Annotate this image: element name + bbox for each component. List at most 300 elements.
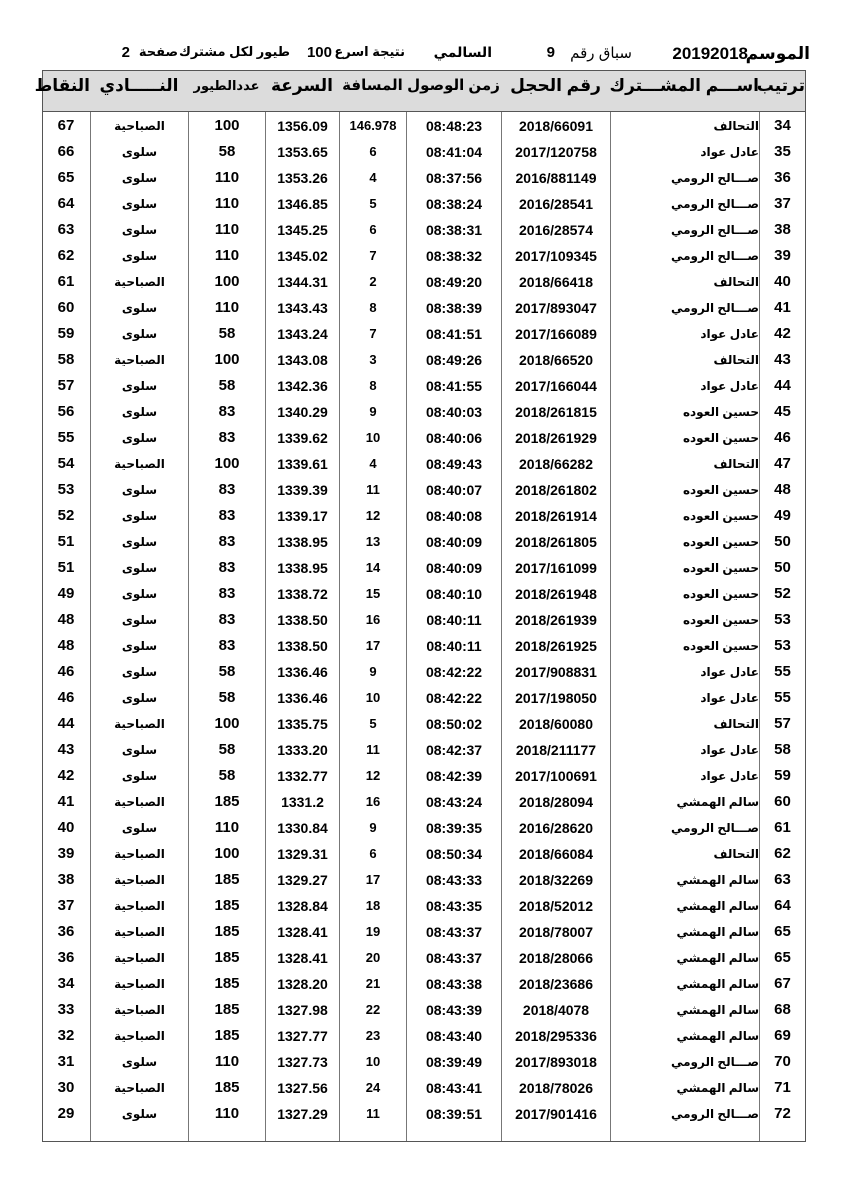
cell-speed: 1328.20 bbox=[277, 976, 328, 992]
cell-birds: 83 bbox=[218, 481, 236, 498]
table-row bbox=[43, 581, 805, 607]
cell-birds: 110 bbox=[214, 1053, 240, 1070]
cell-points: 37 bbox=[57, 897, 75, 914]
cell-distance: 9 bbox=[369, 664, 377, 679]
cell-distance: 6 bbox=[369, 846, 377, 861]
cell-speed: 1327.98 bbox=[277, 1002, 328, 1018]
cell-name: حسين العوده bbox=[682, 431, 759, 445]
cell-birds: 110 bbox=[214, 169, 240, 186]
cell-birds: 83 bbox=[218, 429, 236, 446]
cell-distance: 11 bbox=[366, 1106, 380, 1121]
header-ring: رقم الحجل bbox=[510, 76, 601, 95]
cell-birds: 185 bbox=[214, 923, 240, 940]
cell-birds: 185 bbox=[214, 871, 240, 888]
cell-club: الصباحية bbox=[114, 353, 165, 367]
cell-time: 08:38:31 bbox=[425, 222, 483, 238]
result-label: نتيجة اسرع bbox=[334, 44, 405, 59]
cell-rank: 34 bbox=[774, 117, 791, 134]
cell-points: 38 bbox=[57, 871, 75, 888]
table-row bbox=[43, 893, 805, 919]
cell-speed: 1331.2 bbox=[281, 794, 324, 810]
table-row bbox=[43, 217, 805, 243]
cell-time: 08:43:37 bbox=[425, 950, 483, 966]
cell-rank: 41 bbox=[774, 299, 791, 316]
table-row bbox=[43, 503, 805, 529]
cell-distance: 10 bbox=[365, 1054, 381, 1069]
cell-points: 48 bbox=[57, 611, 75, 628]
table-row bbox=[43, 529, 805, 555]
cell-name: سالم الهمشي bbox=[676, 1003, 759, 1017]
table-row bbox=[43, 607, 805, 633]
table-row bbox=[43, 165, 805, 191]
table-row bbox=[43, 477, 805, 503]
cell-distance: 19 bbox=[365, 924, 381, 939]
cell-name: عادل عواد bbox=[700, 769, 759, 783]
cell-name: سالم الهمشي bbox=[676, 951, 759, 965]
cell-birds: 58 bbox=[218, 767, 236, 784]
cell-ring: 2018/66091 bbox=[519, 118, 593, 134]
table-row bbox=[43, 425, 805, 451]
cell-distance: 20 bbox=[365, 950, 381, 965]
table-row bbox=[43, 321, 805, 347]
cell-rank: 53 bbox=[774, 611, 791, 628]
cell-ring: 2018/23686 bbox=[519, 976, 593, 992]
table-header bbox=[34, 71, 805, 112]
cell-birds: 110 bbox=[214, 247, 240, 264]
cell-points: 61 bbox=[57, 273, 75, 290]
cell-ring: 2018/66282 bbox=[519, 456, 593, 472]
cell-points: 46 bbox=[57, 689, 75, 706]
cell-club: سلوى bbox=[121, 327, 158, 341]
cell-distance: 7 bbox=[369, 326, 377, 341]
cell-name: عادل عواد bbox=[700, 691, 759, 705]
cell-points: 63 bbox=[57, 221, 75, 238]
results-table bbox=[34, 70, 806, 1142]
cell-name: صـــالح الرومي bbox=[670, 197, 759, 211]
cell-points: 65 bbox=[57, 169, 75, 186]
cell-time: 08:37:56 bbox=[425, 170, 483, 186]
cell-club: سلوى bbox=[121, 821, 158, 835]
cell-distance: 9 bbox=[369, 820, 377, 835]
cell-time: 08:43:39 bbox=[425, 1002, 483, 1018]
cell-rank: 67 bbox=[774, 975, 791, 992]
cell-distance: 4 bbox=[369, 170, 377, 185]
cell-distance: 11 bbox=[366, 742, 380, 757]
cell-time: 08:42:22 bbox=[425, 664, 483, 680]
cell-speed: 1330.84 bbox=[277, 820, 328, 836]
cell-speed: 1353.65 bbox=[277, 144, 328, 160]
cell-rank: 52 bbox=[774, 585, 791, 602]
cell-name: حسين العوده bbox=[682, 639, 759, 653]
cell-time: 08:43:24 bbox=[425, 794, 483, 810]
cell-rank: 36 bbox=[774, 169, 791, 186]
cell-name: عادل عواد bbox=[700, 327, 759, 341]
cell-ring: 2017/100691 bbox=[515, 768, 597, 784]
cell-birds: 83 bbox=[218, 403, 236, 420]
cell-ring: 2016/28620 bbox=[519, 820, 593, 836]
cell-distance: 17 bbox=[365, 638, 381, 653]
cell-time: 08:39:51 bbox=[425, 1106, 483, 1122]
cell-time: 08:49:20 bbox=[425, 274, 483, 290]
table-row bbox=[43, 685, 805, 711]
cell-birds: 110 bbox=[214, 195, 240, 212]
cell-name: صـــالح الرومي bbox=[670, 1107, 759, 1121]
cell-club: الصباحية bbox=[114, 717, 165, 731]
cell-distance: 5 bbox=[369, 716, 377, 731]
cell-rank: 68 bbox=[774, 1001, 791, 1018]
cell-ring: 2018/66084 bbox=[519, 846, 593, 862]
cell-club: الصباحية bbox=[114, 951, 165, 965]
cell-birds: 58 bbox=[218, 325, 236, 342]
cell-time: 08:38:39 bbox=[425, 300, 483, 316]
cell-speed: 1338.95 bbox=[277, 560, 328, 576]
cell-speed: 1327.56 bbox=[277, 1080, 328, 1096]
cell-birds: 100 bbox=[214, 715, 240, 732]
cell-time: 08:42:37 bbox=[425, 742, 483, 758]
cell-rank: 47 bbox=[774, 455, 791, 472]
cell-birds: 185 bbox=[214, 1001, 240, 1018]
cell-rank: 65 bbox=[774, 923, 791, 940]
header-speed: السرعة bbox=[270, 76, 333, 95]
cell-birds: 185 bbox=[214, 897, 240, 914]
cell-speed: 1335.75 bbox=[277, 716, 328, 732]
table-row bbox=[43, 191, 805, 217]
cell-rank: 49 bbox=[774, 507, 791, 524]
cell-distance: 10 bbox=[365, 690, 381, 705]
cell-points: 66 bbox=[57, 143, 75, 160]
cell-rank: 69 bbox=[774, 1027, 791, 1044]
cell-speed: 1327.77 bbox=[277, 1028, 328, 1044]
cell-rank: 55 bbox=[774, 689, 791, 706]
cell-points: 33 bbox=[57, 1001, 75, 1018]
cell-name: صـــالح الرومي bbox=[670, 1055, 759, 1069]
cell-club: الصباحية bbox=[114, 977, 165, 991]
cell-distance: 15 bbox=[365, 586, 381, 601]
cell-points: 41 bbox=[57, 793, 75, 810]
cell-points: 46 bbox=[57, 663, 75, 680]
table-row bbox=[43, 633, 805, 659]
cell-time: 08:43:37 bbox=[425, 924, 483, 940]
cell-name: حسين العوده bbox=[682, 483, 759, 497]
table-row bbox=[43, 347, 805, 373]
table-row bbox=[43, 919, 805, 945]
cell-ring: 2017/109345 bbox=[515, 248, 597, 264]
cell-time: 08:50:02 bbox=[425, 716, 483, 732]
cell-birds: 58 bbox=[218, 663, 236, 680]
header-points: النقاط bbox=[34, 76, 90, 95]
cell-club: الصباحية bbox=[114, 119, 165, 133]
cell-ring: 2017/893047 bbox=[515, 300, 597, 316]
cell-rank: 71 bbox=[774, 1079, 791, 1096]
cell-distance: 13 bbox=[365, 534, 381, 549]
cell-rank: 45 bbox=[774, 403, 791, 420]
page-label: صفحة bbox=[138, 44, 178, 59]
table-row bbox=[43, 295, 805, 321]
cell-name: عادل عواد bbox=[700, 665, 759, 679]
cell-time: 08:49:43 bbox=[425, 456, 483, 472]
cell-name: عادل عواد bbox=[700, 145, 759, 159]
cell-birds: 100 bbox=[214, 455, 240, 472]
cell-club: سلوى bbox=[121, 613, 158, 627]
cell-club: سلوى bbox=[121, 249, 158, 263]
table-row bbox=[43, 1023, 805, 1049]
cell-club: الصباحية bbox=[114, 925, 165, 939]
cell-club: سلوى bbox=[121, 691, 158, 705]
cell-speed: 1346.85 bbox=[277, 196, 328, 212]
cell-points: 43 bbox=[57, 741, 75, 758]
cell-ring: 2018/261925 bbox=[515, 638, 597, 654]
cell-ring: 2018/261939 bbox=[515, 612, 597, 628]
cell-time: 08:50:34 bbox=[425, 846, 483, 862]
cell-rank: 46 bbox=[774, 429, 791, 446]
cell-name: حسين العوده bbox=[682, 561, 759, 575]
table-row bbox=[43, 555, 805, 581]
cell-name: حسين العوده bbox=[682, 587, 759, 601]
cell-points: 39 bbox=[57, 845, 75, 862]
cell-distance: 16 bbox=[365, 794, 381, 809]
cell-points: 67 bbox=[57, 117, 75, 134]
cell-name: حسين العوده bbox=[682, 613, 759, 627]
cell-speed: 1338.50 bbox=[277, 638, 328, 654]
cell-club: الصباحية bbox=[114, 457, 165, 471]
table-row bbox=[43, 373, 805, 399]
table-row bbox=[43, 1049, 805, 1075]
cell-speed: 1343.24 bbox=[277, 326, 328, 342]
cell-points: 59 bbox=[57, 325, 75, 342]
cell-distance: 12 bbox=[365, 768, 381, 783]
cell-time: 08:49:26 bbox=[425, 352, 483, 368]
cell-time: 08:41:04 bbox=[425, 144, 483, 160]
cell-speed: 1338.72 bbox=[277, 586, 328, 602]
cell-birds: 83 bbox=[218, 507, 236, 524]
cell-time: 08:40:10 bbox=[425, 586, 483, 602]
location: السالمي bbox=[433, 44, 492, 60]
cell-ring: 2017/893018 bbox=[515, 1054, 597, 1070]
table-row bbox=[43, 841, 805, 867]
cell-points: 56 bbox=[57, 403, 75, 420]
cell-points: 53 bbox=[57, 481, 75, 498]
cell-birds: 58 bbox=[218, 689, 236, 706]
cell-speed: 1340.29 bbox=[277, 404, 328, 420]
table-row bbox=[43, 789, 805, 815]
cell-time: 08:42:39 bbox=[425, 768, 483, 784]
cell-time: 08:40:11 bbox=[426, 612, 482, 628]
cell-distance: 14 bbox=[365, 560, 381, 575]
table-row bbox=[43, 139, 805, 165]
cell-time: 08:43:40 bbox=[425, 1028, 483, 1044]
cell-ring: 2016/881149 bbox=[515, 170, 597, 186]
cell-ring: 2018/78007 bbox=[519, 924, 593, 940]
cell-birds: 58 bbox=[218, 143, 236, 160]
cell-distance: 16 bbox=[365, 612, 381, 627]
cell-time: 08:43:33 bbox=[425, 872, 483, 888]
cell-points: 40 bbox=[57, 819, 75, 836]
cell-birds: 185 bbox=[214, 1079, 240, 1096]
cell-club: سلوى bbox=[121, 223, 158, 237]
cell-speed: 1328.41 bbox=[277, 950, 328, 966]
cell-ring: 2018/211177 bbox=[515, 742, 597, 758]
cell-points: 36 bbox=[57, 949, 75, 966]
cell-ring: 2017/908831 bbox=[515, 664, 597, 680]
cell-name: سالم الهمشي bbox=[676, 1029, 759, 1043]
cell-club: سلوى bbox=[121, 665, 158, 679]
cell-name: صـــالح الرومي bbox=[670, 171, 759, 185]
cell-club: سلوى bbox=[121, 639, 158, 653]
header-birds: عددالطيور bbox=[193, 78, 260, 93]
cell-name: التحالف bbox=[713, 275, 759, 289]
header-distance: المسافة bbox=[342, 77, 403, 94]
cell-rank: 55 bbox=[774, 663, 791, 680]
cell-distance: 18 bbox=[365, 898, 381, 913]
cell-birds: 83 bbox=[218, 637, 236, 654]
cell-points: 36 bbox=[57, 923, 75, 940]
cell-rank: 43 bbox=[774, 351, 791, 368]
page-number: 2 bbox=[121, 44, 130, 61]
cell-speed: 1353.26 bbox=[277, 170, 328, 186]
cell-name: سالم الهمشي bbox=[676, 925, 759, 939]
cell-rank: 65 bbox=[774, 949, 791, 966]
cell-time: 08:39:49 bbox=[425, 1054, 483, 1070]
cell-points: 55 bbox=[57, 429, 75, 446]
cell-distance: 10 bbox=[365, 430, 381, 445]
table-row bbox=[43, 1075, 805, 1101]
cell-ring: 2017/198050 bbox=[515, 690, 597, 706]
cell-distance: 24 bbox=[365, 1080, 381, 1095]
cell-ring: 2016/28541 bbox=[519, 196, 593, 212]
cell-time: 08:40:03 bbox=[425, 404, 483, 420]
cell-rank: 39 bbox=[774, 247, 791, 264]
cell-distance: 17 bbox=[365, 872, 381, 887]
cell-birds: 185 bbox=[214, 1027, 240, 1044]
cell-time: 08:42:22 bbox=[425, 690, 483, 706]
cell-rank: 59 bbox=[774, 767, 791, 784]
cell-club: سلوى bbox=[121, 587, 158, 601]
table-row bbox=[43, 243, 805, 269]
cell-points: 49 bbox=[57, 585, 75, 602]
cell-rank: 42 bbox=[774, 325, 791, 342]
cell-name: صـــالح الرومي bbox=[670, 249, 759, 263]
cell-speed: 1338.50 bbox=[277, 612, 328, 628]
cell-time: 08:41:51 bbox=[425, 326, 483, 342]
cell-birds: 83 bbox=[218, 585, 236, 602]
cell-birds: 185 bbox=[214, 949, 240, 966]
cell-name: حسين العوده bbox=[682, 405, 759, 419]
cell-time: 08:41:55 bbox=[425, 378, 483, 394]
cell-time: 08:38:24 bbox=[425, 196, 483, 212]
cell-rank: 38 bbox=[774, 221, 791, 238]
header-club: النـــــادي bbox=[99, 76, 179, 95]
cell-points: 48 bbox=[57, 637, 75, 654]
cell-rank: 70 bbox=[774, 1053, 791, 1070]
cell-rank: 72 bbox=[774, 1105, 791, 1122]
cell-ring: 2018/78026 bbox=[519, 1080, 593, 1096]
table-row bbox=[43, 737, 805, 763]
cell-name: سالم الهمشي bbox=[676, 1081, 759, 1095]
cell-points: 34 bbox=[57, 975, 75, 992]
cell-ring: 2018/52012 bbox=[519, 898, 593, 914]
table-row bbox=[43, 113, 805, 139]
cell-time: 08:40:09 bbox=[425, 560, 483, 576]
cell-name: صـــالح الرومي bbox=[670, 821, 759, 835]
cell-club: الصباحية bbox=[114, 899, 165, 913]
cell-ring: 2017/901416 bbox=[515, 1106, 597, 1122]
cell-club: سلوى bbox=[121, 509, 158, 523]
cell-points: 42 bbox=[57, 767, 75, 784]
cell-club: سلوى bbox=[121, 379, 158, 393]
cell-time: 08:40:06 bbox=[425, 430, 483, 446]
cell-time: 08:38:32 bbox=[425, 248, 483, 264]
cell-birds: 58 bbox=[218, 377, 236, 394]
cell-club: سلوى bbox=[121, 561, 158, 575]
header-time: زمن الوصول bbox=[407, 77, 500, 94]
cell-speed: 1345.02 bbox=[277, 248, 328, 264]
cell-name: حسين العوده bbox=[682, 535, 759, 549]
cell-distance: 2 bbox=[369, 274, 377, 289]
cell-rank: 50 bbox=[774, 559, 791, 576]
table-row bbox=[43, 659, 805, 685]
cell-time: 08:43:38 bbox=[425, 976, 483, 992]
cell-time: 08:48:23 bbox=[425, 118, 483, 134]
cell-club: سلوى bbox=[121, 769, 158, 783]
cell-distance: 6 bbox=[369, 222, 377, 237]
birds-per-member-value: 100 bbox=[306, 44, 332, 61]
table-row bbox=[43, 763, 805, 789]
race-number: 9 bbox=[546, 44, 555, 61]
cell-speed: 1342.36 bbox=[277, 378, 328, 394]
cell-speed: 1343.43 bbox=[277, 300, 328, 316]
cell-birds: 110 bbox=[214, 819, 240, 836]
cell-birds: 185 bbox=[214, 793, 240, 810]
cell-speed: 1344.31 bbox=[277, 274, 328, 290]
cell-time: 08:40:11 bbox=[426, 638, 482, 654]
cell-club: سلوى bbox=[121, 1055, 158, 1069]
cell-speed: 1327.73 bbox=[277, 1054, 328, 1070]
table-row bbox=[43, 997, 805, 1023]
cell-club: الصباحية bbox=[114, 847, 165, 861]
cell-ring: 2017/166089 bbox=[515, 326, 597, 342]
cell-time: 08:43:41 bbox=[425, 1080, 483, 1096]
cell-points: 51 bbox=[57, 533, 75, 550]
cell-distance: 21 bbox=[365, 976, 381, 991]
cell-speed: 1328.41 bbox=[277, 924, 328, 940]
cell-club: الصباحية bbox=[114, 275, 165, 289]
cell-ring: 2018/60080 bbox=[519, 716, 593, 732]
cell-speed: 1343.08 bbox=[277, 352, 328, 368]
cell-rank: 57 bbox=[774, 715, 791, 732]
cell-name: سالم الهمشي bbox=[676, 795, 759, 809]
cell-rank: 53 bbox=[774, 637, 791, 654]
cell-birds: 83 bbox=[218, 559, 236, 576]
cell-club: سلوى bbox=[121, 171, 158, 185]
cell-birds: 100 bbox=[214, 845, 240, 862]
cell-distance: 22 bbox=[365, 1002, 381, 1017]
cell-rank: 35 bbox=[774, 143, 791, 160]
cell-speed: 1356.09 bbox=[277, 118, 328, 134]
cell-club: الصباحية bbox=[114, 795, 165, 809]
cell-points: 60 bbox=[57, 299, 75, 316]
cell-speed: 1339.62 bbox=[277, 430, 328, 446]
cell-club: سلوى bbox=[121, 301, 158, 315]
cell-birds: 83 bbox=[218, 533, 236, 550]
cell-ring: 2017/166044 bbox=[515, 378, 597, 394]
cell-name: صـــالح الرومي bbox=[670, 301, 759, 315]
cell-birds: 100 bbox=[214, 117, 240, 134]
cell-ring: 2017/120758 bbox=[515, 144, 597, 160]
cell-ring: 2018/295336 bbox=[515, 1028, 597, 1044]
cell-points: 57 bbox=[57, 377, 75, 394]
cell-rank: 63 bbox=[774, 871, 791, 888]
cell-speed: 1339.61 bbox=[277, 456, 328, 472]
